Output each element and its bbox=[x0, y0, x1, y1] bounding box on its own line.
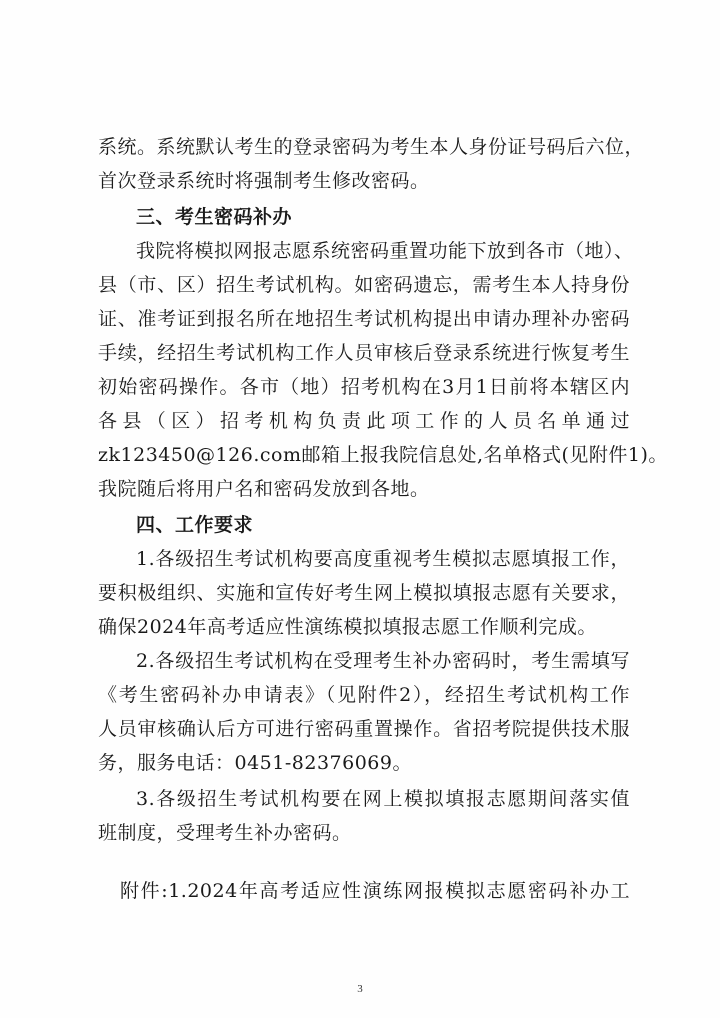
paragraph-line: 首次登录系统时将强制考生修改密码。 bbox=[98, 170, 430, 192]
paragraph-line: 班制度，受理考生补办密码。 bbox=[98, 822, 352, 844]
paragraph-line: 1.各级招生考试机构要高度重视考生模拟志愿填报工作， bbox=[136, 548, 630, 570]
section-heading: 四、工作要求 bbox=[136, 514, 254, 536]
page-number: 3 bbox=[357, 983, 363, 995]
paragraph-line: 系统。系统默认考生的登录密码为考生本人身份证号码后六位， bbox=[98, 136, 645, 158]
attachment-line: 附件:1.2024年高考适应性演练网报模拟志愿密码补办工 bbox=[120, 880, 630, 902]
paragraph-line: 2.各级招生考试机构在受理考生补办密码时，考生需填写 bbox=[136, 650, 630, 672]
paragraph-line: 初始密码操作。各市（地）招考机构在3月1日前将本辖区内 bbox=[98, 376, 630, 398]
paragraph-line: 确保2024年高考适应性演练模拟填报志愿工作顺利完成。 bbox=[98, 616, 597, 638]
paragraph-line: 各县（区）招考机构负责此项工作的人员名单通过 bbox=[98, 410, 630, 432]
paragraph-line: 县（市、区）招生考试机构。如密码遗忘，需考生本人持身份 bbox=[98, 274, 630, 296]
paragraph-line: 要积极组织、实施和宣传好考生网上模拟填报志愿有关要求， bbox=[98, 582, 630, 604]
paragraph-line: 证、准考证到报名所在地招生考试机构提出申请办理补办密码 bbox=[98, 308, 630, 330]
paragraph-line: 《考生密码补办申请表》（见附件2），经招生考试机构工作 bbox=[98, 684, 630, 706]
paragraph-line: 人员审核确认后方可进行密码重置操作。省招考院提供技术服 bbox=[98, 718, 630, 740]
paragraph-line: 我院将模拟网报志愿系统密码重置功能下放到各市（地）、 bbox=[136, 240, 634, 262]
paragraph-line: 手续，经招生考试机构工作人员审核后登录系统进行恢复考生 bbox=[98, 342, 630, 364]
paragraph-line: 我院随后将用户名和密码发放到各地。 bbox=[98, 478, 430, 500]
paragraph-line: zk123450@126.com邮箱上报我院信息处,名单格式(见附件1)。 bbox=[98, 444, 668, 466]
paragraph-line: 务，服务电话：0451-82376069。 bbox=[98, 752, 412, 774]
section-heading: 三、考生密码补办 bbox=[136, 206, 293, 228]
paragraph-line: 3.各级招生考试机构要在网上模拟填报志愿期间落实值 bbox=[136, 788, 630, 810]
